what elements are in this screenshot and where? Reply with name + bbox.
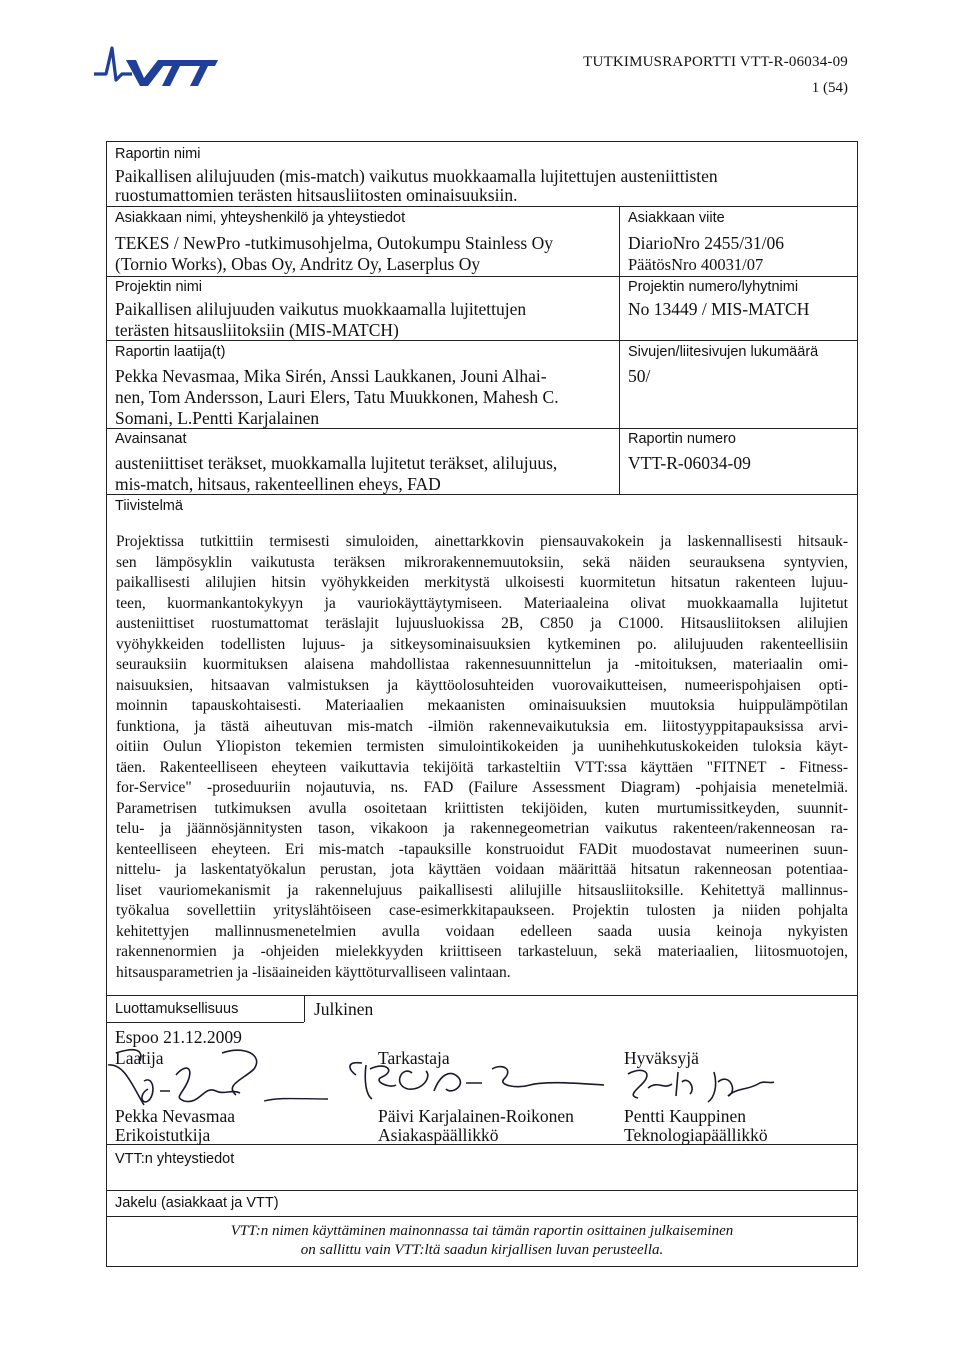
abstract-line: työkalua sovellettiin yrityslähtöiseen case-esimerkkitapaukseen. Projektin tulosten ja niiden pohjalta (116, 902, 848, 919)
abstract-line: täen. Rakenteelliseen eheyteen vaikuttavia tekijöitä tarkasteltiin VTT:ssa käyttäen "FITNET - Fitness- (116, 758, 848, 776)
abstract-text (116, 532, 848, 983)
authors-line-1: Pekka Nevasmaa, Mika Sirén, Anssi Laukkanen, Jouni Alhai- (115, 366, 547, 386)
abstract-line: seurauksiin kuormituksen alaisena mahdollistaa rakennesuunnittelun ja -mitoituksen, materiaalin omi- (116, 656, 848, 673)
place-date: Espoo 21.12.2009 (115, 1027, 242, 1047)
rule (106, 995, 858, 996)
project-number-value: No 13449 / MIS-MATCH (628, 299, 810, 319)
authors-line-3: Somani, L.Pentti Karjalainen (115, 408, 320, 428)
abstract-line: Projektissa tutkittiin termisesti simuloiden, ainettarkkovin piensauvakokein ja laskennallisesti hitsauk- (116, 533, 848, 550)
footer-note (108, 1222, 856, 1260)
abstract-line: vyöhykkeiden todellisten lujuus- ja sitkeysominaisuuksien kytkeminen po. alilujuuden rakenteellisiin (116, 635, 848, 653)
abstract-line: kehitettyjen mallinnusmenetelmien avulla voidaan edelleen saada uusia keinoja nykyisten (116, 922, 848, 940)
abstract-line: for-Service" -proseduuriin nojautuvia, ns. FAD (Failure Assessment Diagram) -pohjaisia menetelmiä. (116, 779, 848, 796)
abstract-line: funktiona, ja tästä aiheutuvan mis-match -ilmiön rakennevaikutuksia em. liitostyyppitapauksissa arvi- (116, 717, 848, 735)
rule (106, 1190, 858, 1191)
report-header-title: TUTKIMUSRAPORTTI VTT-R-06034-09 (583, 54, 848, 70)
abstract-line: moinnin tapauskohtaisesti. Materiaalien mekaanisten ominaisuuksien muutoksia huippulämpötilan (116, 697, 848, 714)
rule (106, 276, 858, 277)
client-line-1: TEKES / NewPro -tutkimusohjelma, Outokumpu Stainless Oy (115, 233, 553, 253)
rule (106, 1216, 858, 1217)
authors-label: Raportin laatija(t) (115, 344, 226, 360)
keywords-line-1: austeniittiset teräkset, muokkamalla lujitetut teräkset, alilujuus, (115, 453, 558, 473)
keywords-line-2: mis-match, hitsaus, rakenteellinen eheys, FAD (115, 474, 441, 494)
abstract-line: telu- ja jäännösjännitysten tason, vikakoon ja rakennegeometrian vaikutus rakenteen/rakenneosan ra- (116, 820, 848, 837)
footer-note-line-1: VTT:n nimen käyttäminen mainonnassa tai tämän raportin osittainen julkaiseminen (230, 1223, 734, 1239)
footer-note-line-2: on sallittu vain VTT:ltä saadun kirjallisen luvan perusteella. (300, 1242, 664, 1258)
signer-name-approver: Pentti Kauppinen (624, 1106, 746, 1126)
signature-reviewer (342, 1055, 612, 1105)
client-label: Asiakkaan nimi, yhteyshenkilö ja yhteystiedot (115, 210, 406, 226)
vtt-logo (92, 44, 220, 90)
abstract-line: Parametrisen tutkimuksen avulla osoitetaan kriittisten tekijöiden, kuten murtumissitkeyden, suunnit- (116, 799, 848, 817)
vtt-contact-label: VTT:n yhteystiedot (115, 1151, 235, 1167)
signer-title-reviewer: Asiakaspäällikkö (378, 1125, 499, 1145)
report-number-label: Raportin numero (628, 431, 736, 447)
client-line-2: (Tornio Works), Obas Oy, Andritz Oy, Laserplus Oy (115, 254, 481, 274)
abstract-line: austeniittiset ruostumattomat teräslajit lujuusluokissa 2B, C850 ja C1000. Hitsausliitoksen alilujien (116, 615, 848, 632)
abstract-line: oitiin Oulun Yliopiston tekemien termisten simulointikokeiden ja uunihehkutuskokeiden tuloksia käyt- (116, 738, 848, 755)
client-reference-line-2: PäätösNro 40031/07 (628, 255, 764, 274)
client-reference-line-1: DiarioNro 2455/31/06 (628, 233, 785, 253)
abstract-line: teen, kuormankantokykyyn ja vauriokäyttäytymiseen. Materiaaleina olivat muokkaamalla lujitetut (116, 594, 848, 612)
confidentiality-label: Luottamuksellisuus (115, 1001, 239, 1017)
keywords-label: Avainsanat (115, 431, 187, 447)
abstract-line: paikallisesti alilujien hitsin vyöhykkeiden merkitystä ulkoisesti kuormitetun hitsatun rakenteen lujuu- (116, 574, 848, 591)
column-divider (619, 206, 620, 494)
report-name-line-2: ruostumattomien terästen hitsausliitosten ominaisuuksiin. (115, 185, 518, 205)
signature-approver (618, 1062, 778, 1106)
project-name-line-2: terästen hitsausliitoksiin (MIS-MATCH) (115, 320, 399, 340)
abstract-line: naisuuksien, hitsaavan valmistuksen ja käyttöolosuhteiden vuorovaikutteisen, numeerispohjaisen opti- (116, 676, 848, 694)
abstract-line: nittelu- ja laskentatyökalun perustan, jota käyttäen voidaan määrittää hitsatun rakenneosan potentiaa- (116, 861, 848, 878)
abstract-line: sen lämpösyklin vaikutusta teräksen mikrorakennemuutoksiin, sekä näiden seurauksena syntyvien, (116, 553, 848, 571)
signer-role-author: Laatija (115, 1048, 164, 1068)
confidentiality-value: Julkinen (314, 999, 374, 1019)
signer-title-author: Erikoistutkija (115, 1125, 211, 1145)
page-count-label: Sivujen/liitesivujen lukumäärä (628, 344, 819, 360)
distribution-label: Jakelu (asiakkaat ja VTT) (115, 1195, 279, 1211)
authors-line-2: nen, Tom Andersson, Lauri Elers, Tatu Muukkonen, Mahesh C. (115, 387, 559, 407)
page-number: 1 (54) (811, 80, 848, 96)
project-name-label: Projektin nimi (115, 279, 203, 295)
column-divider (304, 995, 305, 1022)
page-count-value: 50/ (628, 366, 651, 386)
signer-role-reviewer: Tarkastaja (378, 1048, 450, 1068)
report-name-label: Raportin nimi (115, 146, 201, 162)
signer-title-approver: Teknologiapäällikkö (624, 1125, 768, 1145)
project-number-label: Projektin numero/lyhytnimi (628, 279, 799, 295)
rule (106, 1022, 304, 1023)
abstract-line: rakennenormien ja -ohjeiden mielekkyyden kriittiseen tarkasteluun, sekä materiaalien, liitosmuotojen, (116, 943, 848, 960)
abstract-label: Tiivistelmä (115, 498, 183, 514)
abstract-line: hitsausparametrien ja -lisäaineiden käyttöturvalliseen valintaan. (116, 963, 511, 981)
abstract-line: liset vauriomekanismit ja rakennelujuus paikallisesti alilujille hitsausliitoksille. Kehitettyä mallinnus- (116, 881, 848, 899)
abstract-line: kenteelliseen eheyteen. Eri mis-match -tapauksille konstruoidut FADit muodostavat numeerinen suun- (116, 840, 848, 858)
client-reference-label: Asiakkaan viite (628, 210, 725, 226)
signer-name-reviewer: Päivi Karjalainen-Roikonen (378, 1106, 574, 1126)
signer-name-author: Pekka Nevasmaa (115, 1106, 236, 1126)
report-name-line-1: Paikallisen alilujuuden (mis-match) vaikutus muokkaamalla lujitettujen austeniittisten (115, 166, 718, 186)
project-name-line-1: Paikallisen alilujuuden vaikutus muokkaamalla lujitettujen (115, 299, 527, 319)
rule (106, 206, 858, 207)
signer-role-approver: Hyväksyjä (624, 1048, 699, 1068)
signature-author (104, 1045, 344, 1125)
report-number-value: VTT-R-06034-09 (628, 453, 751, 473)
